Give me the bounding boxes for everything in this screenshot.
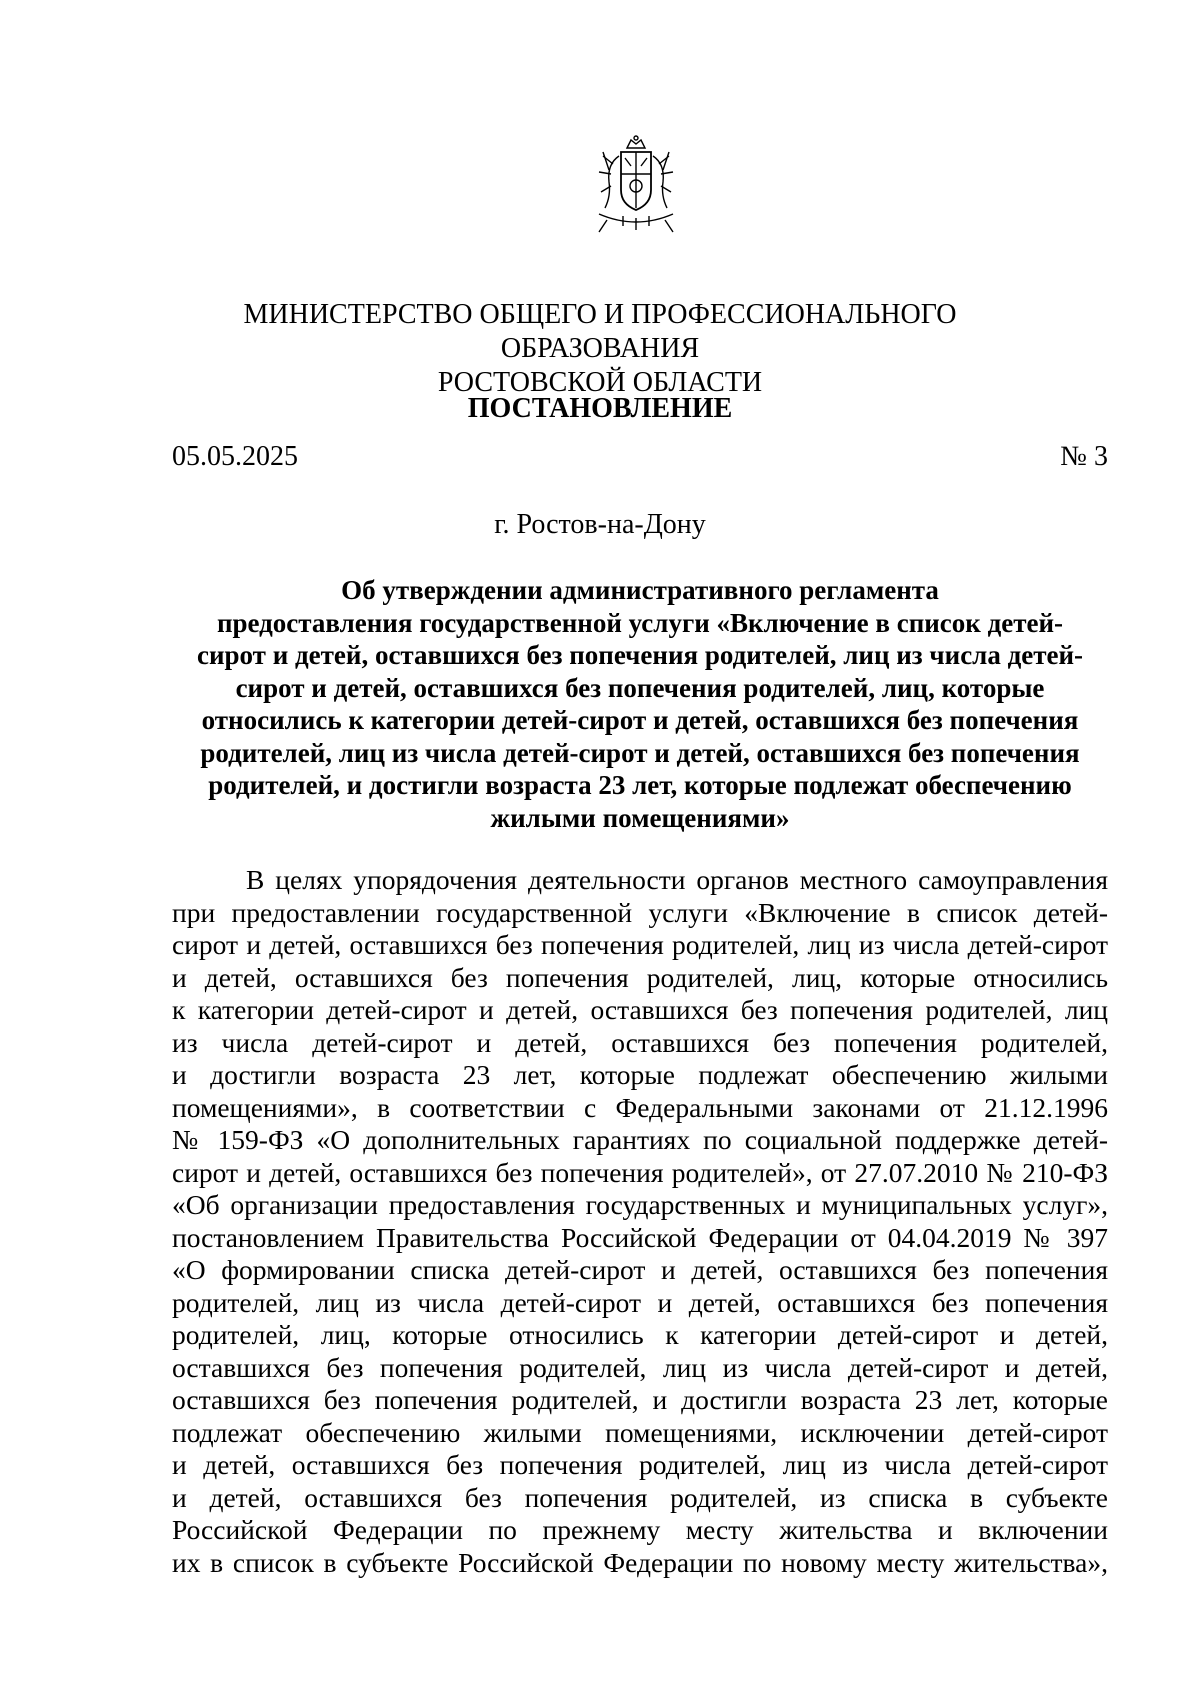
body-line: оставшихся без попечения родителей, лиц из числа детей-сирот и детей, xyxy=(172,1351,1108,1383)
body-line: из числа детей-сирот и детей, оставшихся без попечения родителей, xyxy=(172,1026,1108,1058)
document-title xyxy=(172,574,1108,834)
title-line: родителей, и достигли возраста 23 лет, которые подлежат обеспечению xyxy=(208,770,1072,800)
body-line: «О формировании списка детей-сирот и детей, оставшихся без попечения xyxy=(172,1254,1108,1285)
rostov-oblast-coat-of-arms-icon xyxy=(593,134,679,238)
body-line: оставшихся без попечения родителей, и достигли возраста 23 лет, которые xyxy=(172,1384,1108,1415)
body-line: Российской Федерации по прежнему месту жительства и включении xyxy=(172,1514,1108,1545)
body-line: В целях упорядочения деятельности органов местного самоуправления xyxy=(246,864,1108,895)
ministry-name xyxy=(150,298,1050,400)
body-line: и детей, оставшихся без попечения родителей, лиц из числа детей-сирот xyxy=(172,1449,1108,1480)
title-line: сирот и детей, оставшихся без попечения родителей, лиц из числа детей- xyxy=(196,640,1084,670)
document-type: ПОСТАНОВЛЕНИЕ xyxy=(467,393,733,424)
body-line: к категории детей-сирот и детей, оставшихся без попечения родителей, лиц xyxy=(172,994,1108,1025)
body-paragraph xyxy=(172,864,1108,1579)
document-date: 05.05.2025 xyxy=(172,441,298,472)
body-line: № 159-ФЗ «О дополнительных гарантиях по социальной поддержке детей- xyxy=(172,1124,1108,1155)
body-line: и достигли возраста 23 лет, которые подлежат обеспечению жилыми xyxy=(172,1059,1108,1090)
body-line: подлежат обеспечению жилыми помещениями, исключении детей-сирот xyxy=(172,1416,1108,1448)
title-line: Об утверждении административного регламента xyxy=(341,575,939,605)
title-line: родителей, лиц из числа детей-сирот и детей, оставшихся без попечения xyxy=(200,737,1080,768)
ministry-line-2: РОСТОВСКОЙ ОБЛАСТИ xyxy=(437,367,763,398)
body-line: сирот и детей, оставшихся без попечения родителей», от 27.07.2010 № 210-ФЗ xyxy=(172,1156,1108,1188)
title-line: жилыми помещениями» xyxy=(490,802,790,833)
title-line: относились к категории детей-сирот и детей, оставшихся без попечения xyxy=(201,705,1079,735)
title-line: сирот и детей, оставшихся без попечения родителей, лиц, которые xyxy=(235,672,1045,703)
body-line: их в список в субъекте Российской Федерации по новому месту жительства», xyxy=(172,1546,1108,1578)
title-line: предоставления государственной услуги «Включение в список детей- xyxy=(216,607,1064,638)
body-line: помещениями», в соответствии с Федеральными законами от 21.12.1996 xyxy=(172,1091,1108,1123)
document-city: г. Ростов-на-Дону xyxy=(494,509,706,540)
body-line: при предоставлении государственной услуги «Включение в список детей- xyxy=(172,896,1108,928)
document-number: № 3 xyxy=(1060,441,1108,472)
body-line: родителей, лиц, которые относились к категории детей-сирот и детей, xyxy=(172,1319,1108,1350)
ministry-line-1: МИНИСТЕРСТВО ОБЩЕГО И ПРОФЕССИОНАЛЬНОГО ОБРАЗОВАНИЯ xyxy=(243,299,957,364)
body-line: сирот и детей, оставшихся без попечения родителей, лиц из числа детей-сирот xyxy=(172,929,1108,960)
body-line: «Об организации предоставления государственных и муниципальных услуг», xyxy=(172,1189,1108,1220)
body-line: и детей, оставшихся без попечения родителей, из списка в субъекте xyxy=(172,1481,1108,1513)
body-line: и детей, оставшихся без попечения родителей, лиц, которые относились xyxy=(172,961,1108,993)
body-line: родителей, лиц из числа детей-сирот и детей, оставшихся без попечения xyxy=(172,1286,1108,1318)
body-line: постановлением Правительства Российской Федерации от 04.04.2019 № 397 xyxy=(172,1221,1108,1253)
